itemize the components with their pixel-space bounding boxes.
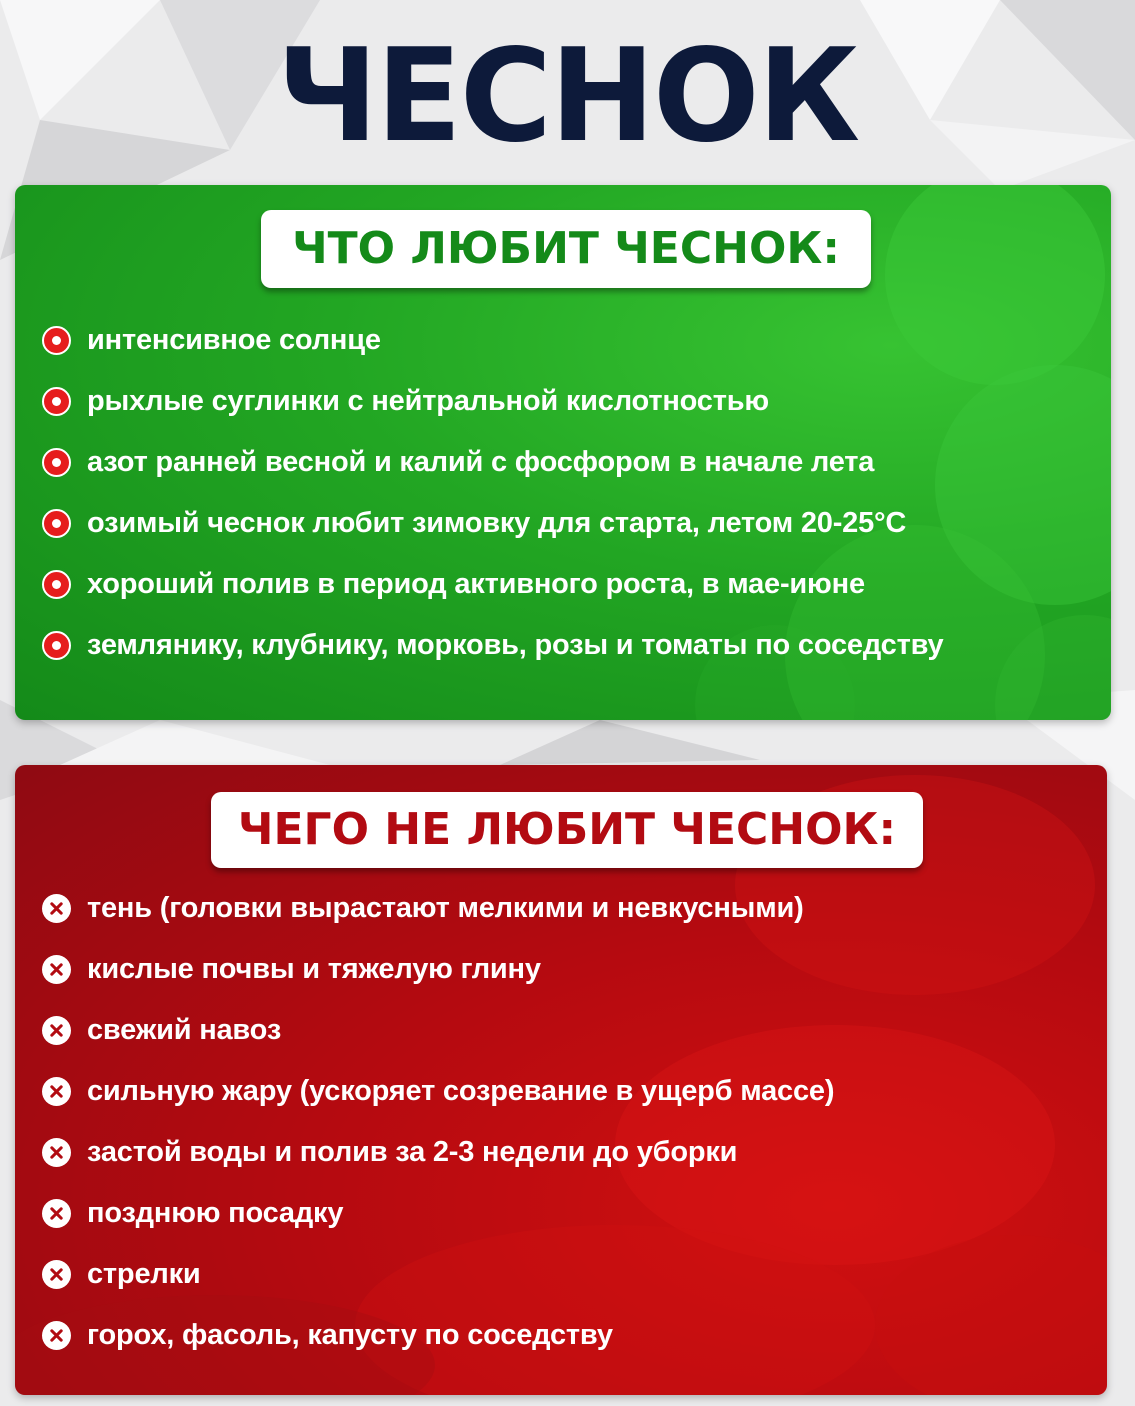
cross-circle-icon — [42, 1077, 71, 1106]
cross-circle-icon — [42, 1321, 71, 1350]
dislikes-item-text: стрелки — [87, 1258, 201, 1290]
dot-bullet-icon — [42, 448, 71, 477]
dot-bullet-icon — [42, 570, 71, 599]
dislikes-item-text: сильную жару (ускоряет созревание в ущерб массе) — [87, 1075, 835, 1107]
cross-circle-icon — [42, 1138, 71, 1167]
cross-circle-icon — [42, 955, 71, 984]
likes-panel — [15, 185, 1111, 720]
likes-item-text: озимый чеснок любит зимовку для старта, летом 20-25°С — [87, 507, 907, 539]
likes-item-text: хороший полив в период активного роста, в мае-июне — [87, 568, 865, 600]
dislikes-item-text: кислые почвы и тяжелую глину — [87, 953, 541, 985]
page-title: ЧЕСНОК — [276, 22, 859, 171]
likes-item-text: землянику, клубнику, морковь, розы и томаты по соседству — [87, 629, 944, 661]
cross-circle-icon — [42, 894, 71, 923]
cross-circle-icon — [42, 1199, 71, 1228]
cross-circle-icon — [42, 1016, 71, 1045]
likes-item-text: азот ранней весной и калий с фосфором в начале лета — [87, 446, 875, 478]
dot-bullet-icon — [42, 326, 71, 355]
dislikes-item-text: свежий навоз — [87, 1014, 282, 1046]
likes-item-text: интенсивное солнце — [87, 324, 381, 356]
cross-circle-icon — [42, 1260, 71, 1289]
dislikes-panel — [15, 765, 1107, 1395]
dislikes-item-text: тень (головки вырастают мелкими и невкусными) — [87, 892, 804, 924]
likes-heading: ЧТО ЛЮБИТ ЧЕСНОК: — [261, 210, 871, 288]
dislikes-heading: ЧЕГО НЕ ЛЮБИТ ЧЕСНОК: — [211, 792, 923, 868]
dot-bullet-icon — [42, 387, 71, 416]
dislikes-item-text: горох, фасоль, капусту по соседству — [87, 1319, 613, 1351]
likes-item-text: рыхлые суглинки с нейтральной кислотностью — [87, 385, 769, 417]
dislikes-item-text: позднюю посадку — [87, 1197, 344, 1229]
dislikes-item-text: застой воды и полив за 2-3 недели до уборки — [87, 1136, 738, 1168]
dot-bullet-icon — [42, 631, 71, 660]
dot-bullet-icon — [42, 509, 71, 538]
